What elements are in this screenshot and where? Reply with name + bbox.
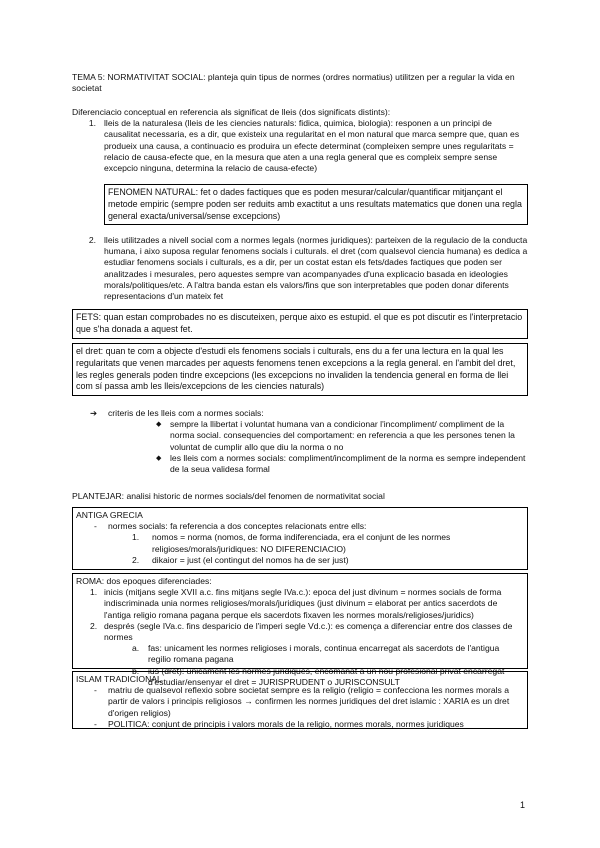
- criteri-item: ◆ les lleis com a normes socials: compliment/incompliment de la norma es sempre independent de la seua validesa formal: [156, 452, 526, 475]
- box-fenomen-natural: FENOMEN NATURAL: fet o dades factiques que es poden mesurar/calcular/quantificar mitjançant el metode empiric (sempre poden ser reduits amb exactitut a uns resultats matematics que donen una regla general exacta/universal/sense excepcions): [104, 184, 528, 225]
- diamond-bullet-icon: ◆: [156, 454, 162, 462]
- item-2-text: lleis utilitzades a nivell social com a normes legals (normes juridiques): parteixen de la regulacio de la conducta humana, i aixo suposa regular fenomens socials i culturals. el dret (com qualsevol ciencia humana) es dedica a estudiar fenomens socials i culturals, es a dir, per un costat estan els fets/dades factiques que poden ser analitzades i mesurales, pero aquestes sempre van acompanyades d'una explicacio basada en ideologies morals/politiques/etc. A l'altra banda estan els valors/fins que son interpretables que poden donar diferents representacions d'un mateix fet: [104, 235, 528, 302]
- item-1: [72, 118, 528, 174]
- item-1-text: lleis de la naturalesa (lleis de les ciencies naturals: fidica, quimica, biologia): responen a un principi de causalitat necessaria, es a dir, que existeix una regularitat en el mon natural que marca sempre que, quan es produeix una causa, a continuacio es produira un efecte determinat (compleixen sempre unes regularitats = relacio de causa-efecte que, en la mesura que aten a una regla general que es compleix sempre sense excepcio ninguna, determina la relacio de causa-efecte): [104, 118, 520, 174]
- plantejar-heading: PLANTEJAR: analisi historic de normes socials/del fenomen de normativitat social: [72, 491, 385, 501]
- dash-bullet: -: [94, 685, 97, 696]
- box-antiga-grecia: ANTIGA GRECIA - normes socials: fa referencia a dos conceptes relacionats entre ells: 1. nomos = norma (nomos, de forma indiferenciada, era el conjunt de les normes religioses/morals/juridiques: NO DIFERENCIACIO) 2. dikaior = just (el contingut del nomos ha de ser just): [72, 507, 528, 570]
- intro-text: Diferenciacio conceptual en referencia als significat de lleis (dos significats distints):: [72, 107, 391, 117]
- criteris-intro: criteris de les lleis com a normes socials:: [108, 408, 264, 418]
- box-roma: ROMA: dos epoques diferenciades: 1. inicis (mitjans segle XVII a.c. fins mitjans segle IVa.c.): epoca del just divinum = normes socials de forma indiscriminada unia normes religioses/morals/juridiques (just divinum = elaborat per antics sacerdots de l'antiga religio romana pagana perque els sacerdots fixaven les normes morals/religioses/juridics) 2. després (segle IVa.c. fins desparicio de l'imperi segle Vd.c.): es comença a diferenciar entre dos classes de normes a. fas: unicament les normes religioses i morals, continua encarregat als sacerdots de l'antigua regilio romana pagana b. ius (dret): unicament les normes juridiques, encomanat a un nou profesional privat encarregat d'estudiar/ensenyar el dret = JURISPRUDENT o JURISCONSULT: [72, 573, 528, 669]
- box-dret: el dret: quan te com a objecte d'estudi els fenomens socials i culturals, ens du a fer una lectura en la qual les regularitats que venen marcades per aquests fenomens tenen excepcions a la regla general. en l'ambit del dret, les regles generals poden tindre excepcions (les excepcions no invaliden la tendencia general en forma de llei com sí passa amb les lleis/excepcions de les ciencies naturals): [72, 343, 528, 396]
- dash-bullet: -: [94, 718, 97, 729]
- item-1-number: 1.: [88, 118, 96, 129]
- criteris-section: [90, 408, 528, 475]
- item-2: [72, 235, 528, 302]
- box-islam-tradicional: ISLAM TRADICIONAL - matriu de qualsevol reflexio sobre societat sempre es la religio (religio = confecciona les normes morals a partir de valors i principis religiosos → confirmen les normes juridiques del dret islamic : XARIA es un dret d'origen religios) - POLITICA: conjunt de principis i valors morals de la religio, normes morals, normes juridiques: [72, 671, 528, 729]
- islam-heading: ISLAM TRADICIONAL: [76, 674, 162, 684]
- page-number: 1: [520, 800, 526, 810]
- dash-bullet: -: [94, 521, 97, 532]
- box-fets: FETS: quan estan comprobades no es discuteixen, perque aixo es estupid. el que es pot discutir es l'interpretacio que s'ha donada a aquest fet.: [72, 309, 528, 339]
- intro-section: [72, 107, 528, 174]
- diamond-bullet-icon: ◆: [156, 421, 162, 429]
- roma-heading: ROMA: dos epoques diferenciades:: [76, 576, 212, 586]
- grecia-heading: ANTIGA GRECIA: [76, 510, 143, 520]
- title-paragraph: TEMA 5: NORMATIVITAT SOCIAL: planteja quin tipus de normes (ordres normatius) utilitzen per a regular la vida en societat: [72, 72, 515, 94]
- criteri-item: ◆ sempre la llibertat i voluntat humana van a condicionar l'incompliment/ compliment de la norma social. consequencies del comportament: en referencia a que les persones tenen la voluntat de cumplir allo que diu la norma o no: [156, 419, 515, 452]
- arrow-icon: ➔: [90, 408, 98, 418]
- item-2-number: 2.: [88, 235, 96, 245]
